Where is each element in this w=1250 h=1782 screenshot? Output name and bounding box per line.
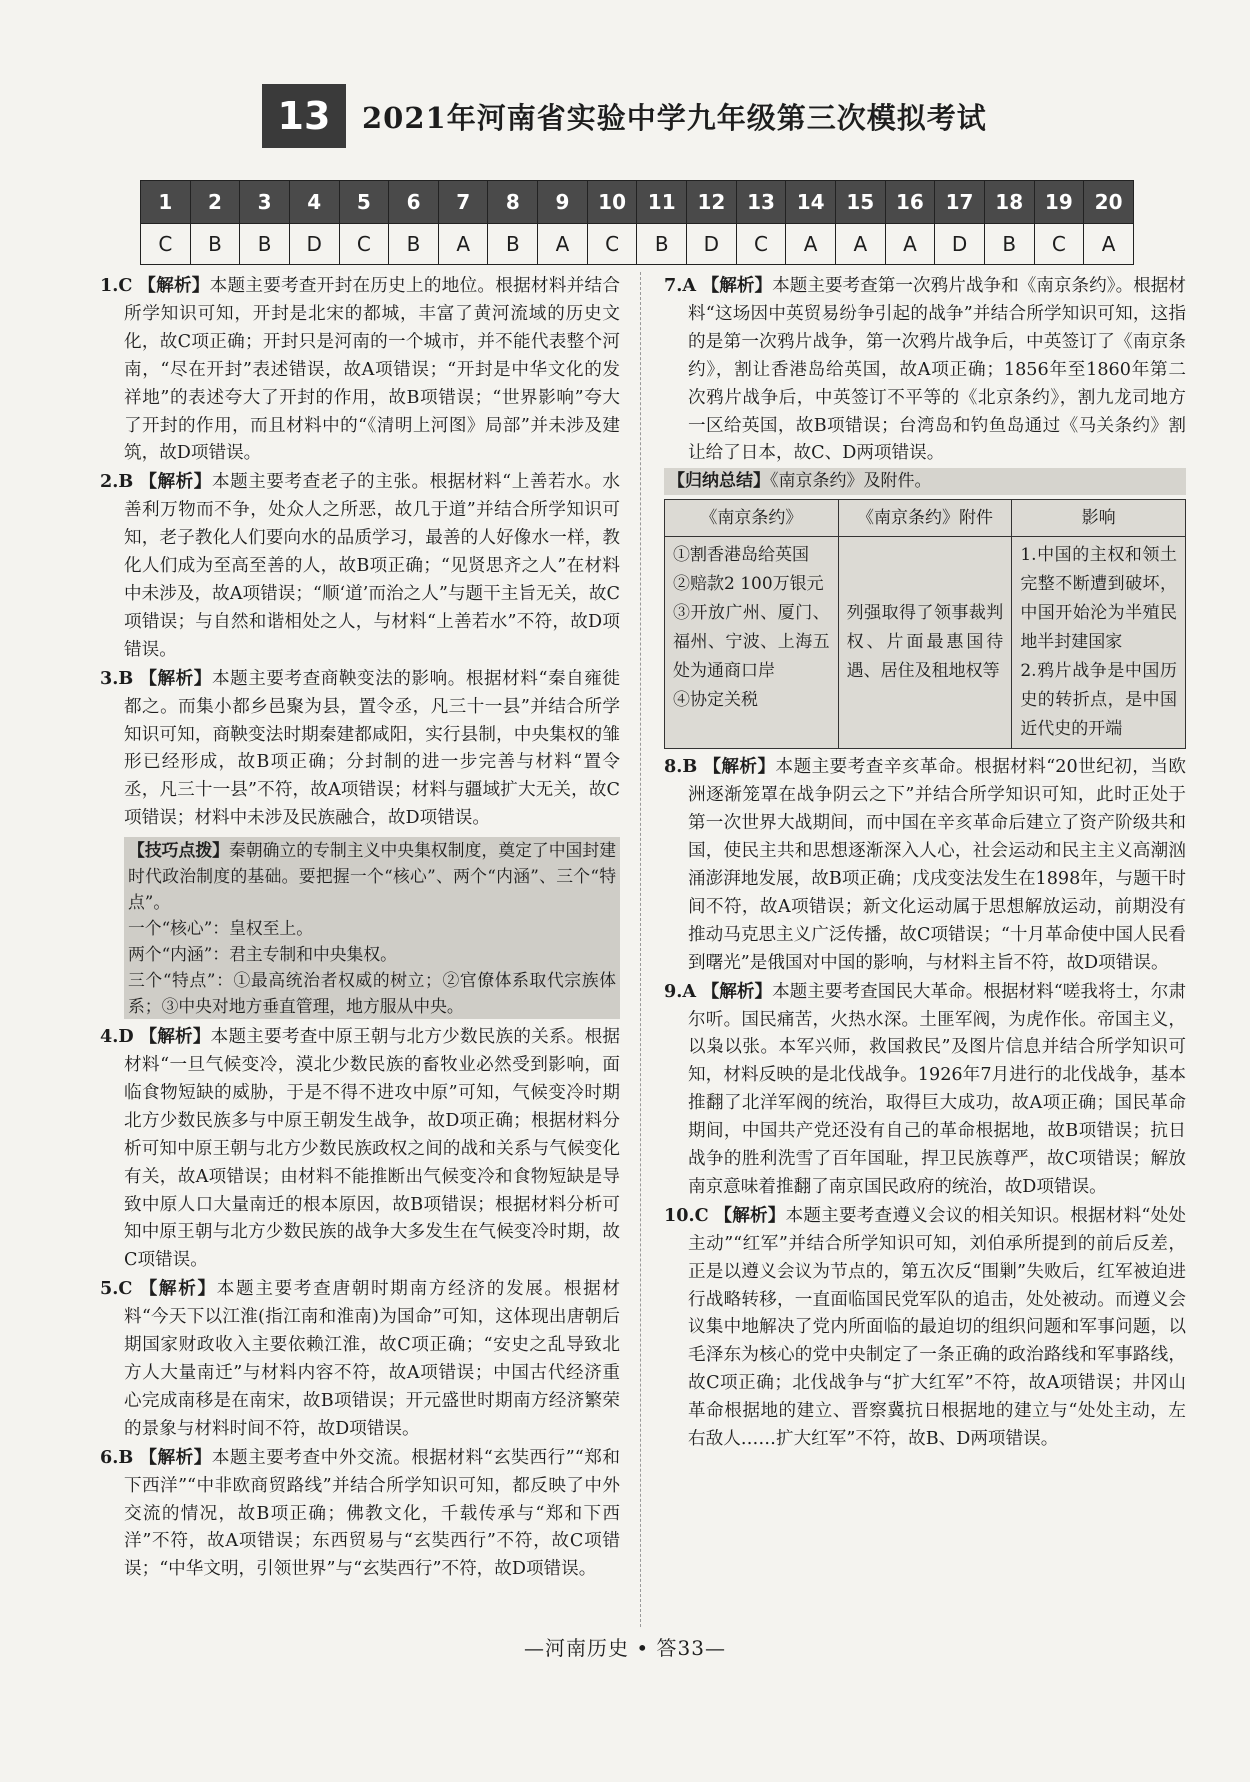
- answer-key-cell: B: [240, 224, 290, 265]
- summary-treaty-cell: ①割香港岛给英国 ②赔款2 100万银元 ③开放广州、厦门、福州、宁波、上海五处为通商口岸 ④协定关税: [665, 537, 839, 749]
- answer-key-cell: B: [190, 224, 240, 265]
- question-number-cell: 5: [339, 181, 389, 224]
- answer-key-cell: A: [1084, 224, 1134, 265]
- answer-explanation-6: 6.B 【解析】本题主要考查中外交流。根据材料“玄奘西行”“郑和下西洋”“中非欧商贸路线”并结合所学知识可知，都反映了中外交流的情况，故B项正确；佛教文化，千载传承与“郑和下西洋”不符，故A项错误；东西贸易与“玄奘西行”不符，故C项错误；“中华文明，引领世界”与“玄奘西行”不符，故D项错误。: [100, 1446, 620, 1580]
- column-divider: [640, 272, 641, 1627]
- question-number-cell: 15: [835, 181, 885, 224]
- summary-header-annex: 《南京条约》附件: [838, 500, 1012, 537]
- question-number-cell: 9: [538, 181, 588, 224]
- exam-title: 2021年河南省实验中学九年级第三次模拟考试: [362, 100, 987, 135]
- answer-key-table: [140, 180, 1134, 265]
- summary-header-treaty: 《南京条约》: [665, 500, 839, 537]
- answer-key-cell: B: [984, 224, 1034, 265]
- answer-key-cell: C: [1034, 224, 1084, 265]
- question-number-cell: 3: [240, 181, 290, 224]
- technique-tip-box: 【技巧点拨】秦朝确立的专制主义中央集权制度，奠定了中国封建时代政治制度的基础。要把握一个“核心”、两个“内涵”、三个“特点”。 一个“核心”：皇权至上。 两个“内涵”：君主专制和中央集权。 三个“特点”：①最高统治者权威的树立；②官僚体系取代宗族体系；③中央对地方垂直管理，地方服从中央。: [124, 837, 620, 1019]
- question-number-cell: 1: [141, 181, 191, 224]
- question-number-cell: 14: [786, 181, 836, 224]
- answer-key-cell: A: [885, 224, 935, 265]
- answer-key-cell: C: [141, 224, 191, 265]
- question-number-cell: 10: [587, 181, 637, 224]
- answer-key-cell: B: [389, 224, 439, 265]
- answer-explanation-8: 8.B 【解析】本题主要考查辛亥革命。根据材料“20世纪初，当欧洲逐渐笼罩在战争阴云之下”并结合所学知识可知，此时正处于第一次世界大战期间，而中国在辛亥革命后建立了资产阶级共和国，使民主共和思想逐渐深入人心，社会运动和民主主义高潮汹涌澎湃地发展，故B项正确；戊戌变法发生在1898年，与题干时间不符，故A项错误；新文化运动属于思想解放运动，前期没有推动马克思主义广泛传播，故C项错误；“十月革命使中国人民看到曙光”是俄国对中国的影响，与材料主旨不符，故D项错误。: [664, 756, 1187, 973]
- answer-explanation-3: 3.B 【解析】本题主要考查商鞅变法的影响。根据材料“秦自雍徙都之。而集小都乡邑聚为县，置令丞，凡三十一县”并结合所学知识可知，商鞅变法时期秦建都咸阳，实行县制，中央集权的雏形已经形成，故B项正确；分封制的进一步完善与材料“置令丞，凡三十一县”不符，故A项错误；材料与疆域扩大无关，故C项错误；材料中未涉及民族融合，故D项错误。: [100, 667, 620, 829]
- answer-key-cell: D: [289, 224, 339, 265]
- treaty-summary-table: [664, 499, 1186, 749]
- page-header: [262, 84, 987, 148]
- question-number-row: [141, 181, 1134, 224]
- question-number-cell: 2: [190, 181, 240, 224]
- answer-key-cell: B: [488, 224, 538, 265]
- answer-explanation-7: 7.A 【解析】本题主要考查第一次鸦片战争和《南京条约》。根据材料“这场因中英贸易纷争引起的战争”并结合所学知识可知，这指的是第一次鸦片战争，第一次鸦片战争后，中英签订了《南京条约》，割让香港岛给英国，故A项正确；1856年至1860年第二次鸦片战争后，中英签订不平等的《北京条约》，割九龙司地方一区给英国，故B项错误；台湾岛和钓鱼岛通过《马关条约》割让给了日本，故C、D两项错误。: [664, 275, 1186, 464]
- question-number-cell: 17: [935, 181, 985, 224]
- summary-annex-cell: 列强取得了领事裁判权、片面最惠国待遇、居住及租地权等: [838, 537, 1012, 749]
- answer-key-cell: A: [835, 224, 885, 265]
- answer-key-cell: A: [786, 224, 836, 265]
- answer-explanation-10: 10.C 【解析】本题主要考查遵义会议的相关知识。根据材料“处处主动”“红军”并结合所学知识可知，刘伯承所提到的前后反差，正是以遵义会议为节点的，第五次反“围剿”失败后，红军被迫进行战略转移，一直面临国民党军队的追击，处处被动。而遵义会议集中地解决了党内所面临的最迫切的组织问题和军事问题，以毛泽东为核心的党中央制定了一条正确的政治路线和军事路线，故C项正确；北伐战争与“扩大红军”不符，故A项错误；井冈山革命根据地的建立、晋察冀抗日根据地的建立与“处处主动，左右敌人……扩大红军”不符，故B、D两项错误。: [664, 1204, 1186, 1450]
- question-number-cell: 12: [687, 181, 737, 224]
- summary-heading: 【归纳总结】《南京条约》及附件。: [664, 468, 1186, 495]
- right-column: [664, 272, 1186, 1454]
- answer-explanation-9: 9.A 【解析】本题主要考查国民大革命。根据材料“嗟我将士，尔肃尔听。国民痛苦，火热水深。土匪军阀，为虎作伥。帝国主义，以枭以张。本军兴师，救国救民”及图片信息并结合所学知识可知，材料反映的是北伐战争。1926年7月进行的北伐战争，基本推翻了北洋军阀的统治，取得巨大成功，故A项正确；国民革命期间，中国共产党还没有自己的革命根据地，故B项错误；抗日战争的胜利洗雪了百年国耻，捍卫民族尊严，故C项错误；解放南京意味着推翻了南京国民政府的统治，故D项错误。: [664, 980, 1187, 1197]
- question-number-cell: 4: [289, 181, 339, 224]
- answer-key-cell: B: [637, 224, 687, 265]
- question-number-cell: 11: [637, 181, 687, 224]
- answer-explanation-2: 2.B 【解析】本题主要考查老子的主张。根据材料“上善若水。水善利万物而不争，处众人之所恶，故几于道”并结合所学知识可知，老子教化人们要向水的品质学习，最善的人好像水一样，教化人们成为至高至善的人，故B项正确；“见贤思齐之人”在材料中未涉及，故A项错误；“顺‘道’而治之人”与题干主旨无关，故C项错误；与自然和谐相处之人，与材料“上善若水”不符，故D项错误。: [100, 471, 620, 660]
- answer-key-cell: C: [736, 224, 786, 265]
- answer-row: [141, 224, 1134, 265]
- question-number-cell: 20: [1084, 181, 1134, 224]
- exam-number: 13: [262, 84, 346, 148]
- answer-key-cell: D: [687, 224, 737, 265]
- question-number-cell: 6: [389, 181, 439, 224]
- question-number-cell: 8: [488, 181, 538, 224]
- answer-key-cell: A: [438, 224, 488, 265]
- answer-explanation-5: 5.C 【解析】本题主要考查唐朝时期南方经济的发展。根据材料“今天下以江淮(指江南和淮南)为国命”可知，这体现出唐朝后期国家财政收入主要依赖江淮，故C项正确；“安史之乱导致北方人大量南迁”与材料内容不符，故A项错误；中国古代经济重心完成南移是在南宋，故B项错误；开元盛世时期南方经济繁荣的景象与材料时间不符，故D项错误。: [100, 1278, 620, 1439]
- answer-key-cell: A: [538, 224, 588, 265]
- page-footer: —河南历史 • 答33—: [524, 1636, 726, 1660]
- question-number-cell: 13: [736, 181, 786, 224]
- question-number-cell: 7: [438, 181, 488, 224]
- question-number-cell: 18: [984, 181, 1034, 224]
- answer-key-cell: D: [935, 224, 985, 265]
- left-column: [100, 272, 620, 1584]
- question-number-cell: 19: [1034, 181, 1084, 224]
- answer-explanation-4: 4.D 【解析】本题主要考查中原王朝与北方少数民族的关系。根据材料“一旦气候变冷，漠北少数民族的畜牧业必然受到影响，面临食物短缺的威胁，于是不得不进攻中原”可知，气候变冷时期北方少数民族多与中原王朝发生战争，故D项正确；根据材料分析可知中原王朝与北方少数民族政权之间的战和关系与气候变化有关，故A项错误；由材料不能推断出气候变冷和食物短缺是导致中原人口大量南迁的根本原因，故B项错误；根据材料分析可知中原王朝与北方少数民族的战争大多发生在气候变冷时期，故C项错误。: [100, 1026, 620, 1271]
- summary-header-impact: 影响: [1012, 500, 1186, 537]
- question-number-cell: 16: [885, 181, 935, 224]
- answer-key-cell: C: [339, 224, 389, 265]
- answer-explanation-1: 1.C 【解析】本题主要考查开封在历史上的地位。根据材料并结合所学知识可知，开封是北宋的都城，丰富了黄河流域的历史文化，故C项正确；开封只是河南的一个城市，并不能代表整个河南，“尽在开封”表述错误，故A项错误；“开封是中华文化的发祥地”的表述夸大了开封的作用，故B项错误；“世界影响”夸大了开封的作用，而且材料中的“《清明上河图》局部”并未涉及建筑，故D项错误。: [100, 275, 620, 464]
- summary-impact-cell: 1.中国的主权和领土完整不断遭到破坏，中国开始沦为半殖民地半封建国家 2.鸦片战争是中国历史的转折点，是中国近代史的开端: [1012, 537, 1186, 749]
- answer-key-cell: C: [587, 224, 637, 265]
